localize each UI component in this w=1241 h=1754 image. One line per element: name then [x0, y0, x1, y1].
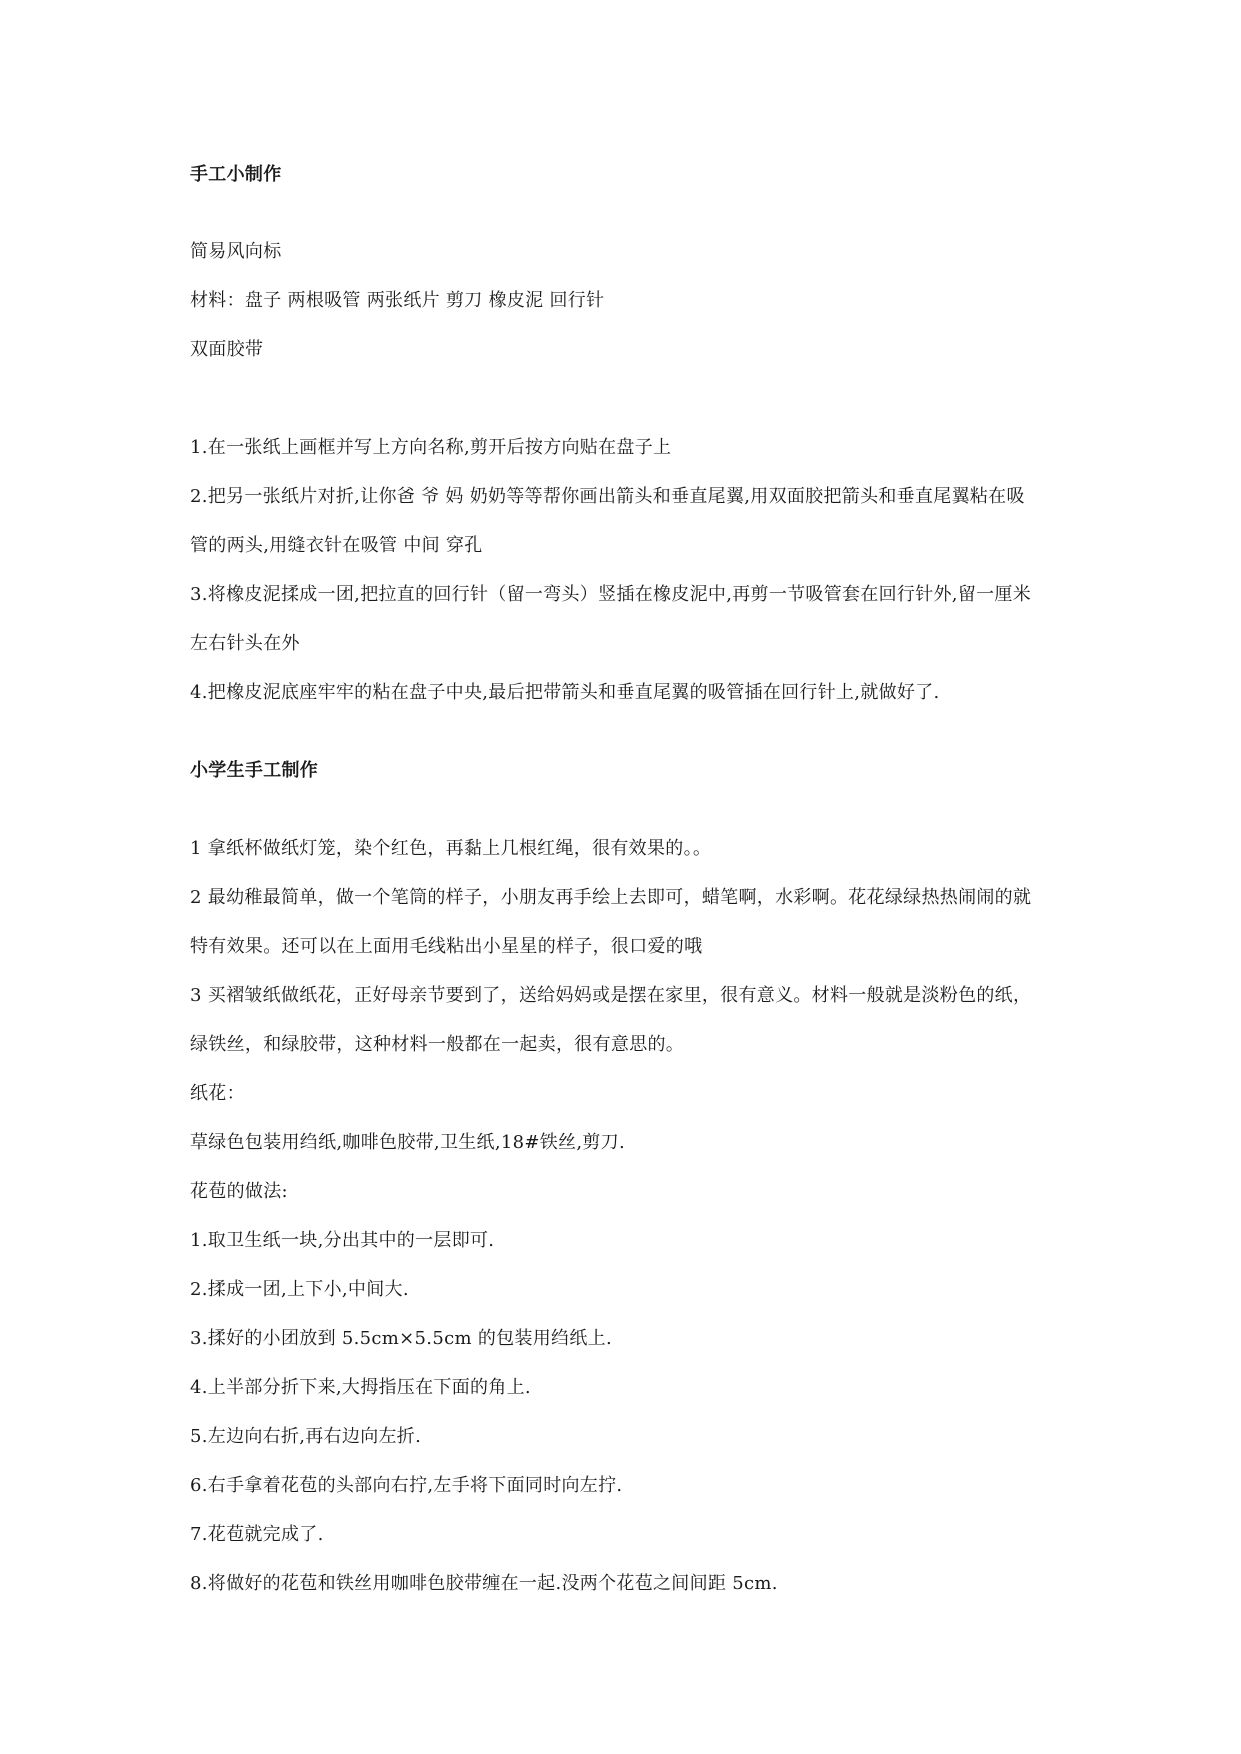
- text-line: 3.揉好的小团放到 5.5cm×5.5cm 的包装用绉纸上.: [190, 1328, 612, 1349]
- section1-subtitle: 简易风向标: [190, 241, 282, 262]
- text-line: 7.花苞就完成了.: [190, 1524, 324, 1545]
- text-line: 2.揉成一团,上下小,中间大.: [190, 1279, 409, 1300]
- text-line: 1.取卫生纸一块,分出其中的一层即可.: [190, 1230, 495, 1251]
- text-line: 6.右手拿着花苞的头部向右拧,左手将下面同时向左拧.: [190, 1475, 623, 1496]
- text-line: 5.左边向右折,再右边向左折.: [190, 1426, 422, 1447]
- text-line: 绿铁丝，和绿胶带，这种材料一般都在一起卖，很有意思的。: [190, 1034, 685, 1055]
- text-line: 8.将做好的花苞和铁丝用咖啡色胶带缠在一起.没两个花苞之间间距 5cm.: [190, 1573, 778, 1594]
- step-line: 1.在一张纸上画框并写上方向名称,剪开后按方向贴在盘子上: [190, 437, 672, 458]
- text-line: 1 拿纸杯做纸灯笼，染个红色，再黏上几根红绳，很有效果的。。: [190, 838, 712, 859]
- step-line: 左右针头在外: [190, 633, 300, 654]
- section1-title: 手工小制作: [190, 164, 282, 185]
- text-line: 3 买褶皱纸做纸花，正好母亲节要到了，送给妈妈或是摆在家里，很有意义。材料一般就是淡粉色的纸，: [190, 985, 1032, 1006]
- text-line: 2 最幼稚最简单，做一个笔筒的样子，小朋友再手绘上去即可，蜡笔啊，水彩啊。花花绿绿热热闹闹的就: [190, 887, 1032, 908]
- step-line: 2.把另一张纸片对折,让你爸 爷 妈 奶奶等等帮你画出箭头和垂直尾翼,用双面胶把箭头和垂直尾翼粘在吸: [190, 486, 1025, 507]
- section2-title: 小学生手工制作: [190, 760, 319, 781]
- text-line: 草绿色包装用绉纸,咖啡色胶带,卫生纸,18#铁丝,剪刀.: [190, 1132, 625, 1153]
- text-line: 4.上半部分折下来,大拇指压在下面的角上.: [190, 1377, 531, 1398]
- text-line: 特有效果。还可以在上面用毛线粘出小星星的样子，很口爱的哦: [190, 936, 703, 957]
- step-line: 管的两头,用缝衣针在吸管 中间 穿孔: [190, 535, 483, 556]
- text-line: 花苞的做法:: [190, 1181, 288, 1202]
- text-line: 纸花：: [190, 1083, 245, 1104]
- materials-line: 双面胶带: [190, 339, 264, 360]
- step-line: 4.把橡皮泥底座牢牢的粘在盘子中央,最后把带箭头和垂直尾翼的吸管插在回行针上,就做好了.: [190, 682, 940, 703]
- step-line: 3.将橡皮泥揉成一团,把拉直的回行针（留一弯头）竖插在橡皮泥中,再剪一节吸管套在回行针外,留一厘米: [190, 584, 1032, 605]
- materials-line: 材料：盘子 两根吸管 两张纸片 剪刀 橡皮泥 回行针: [190, 290, 605, 311]
